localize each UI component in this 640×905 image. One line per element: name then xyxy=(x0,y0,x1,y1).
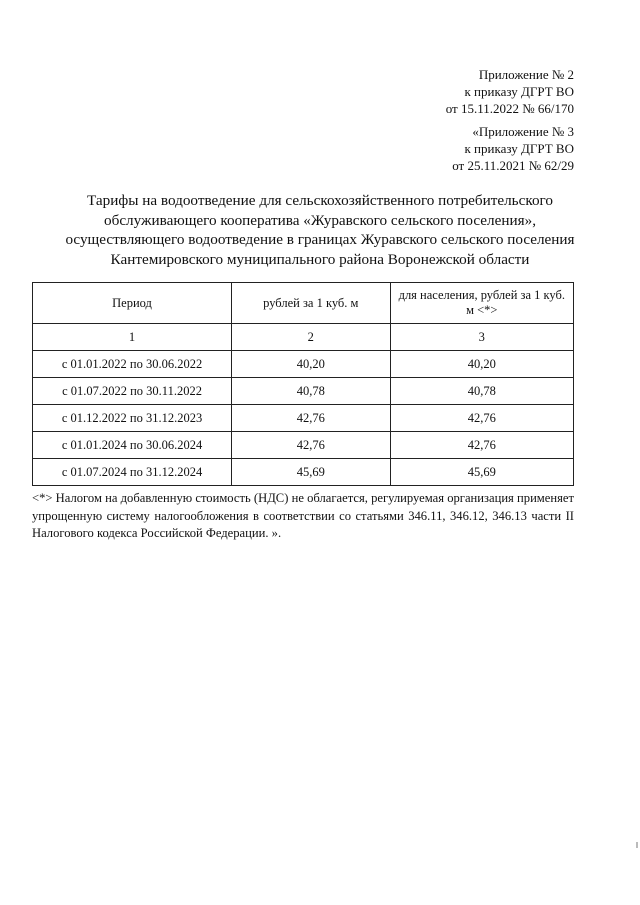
scan-artifact xyxy=(636,842,638,848)
header-rate: рублей за 1 куб. м xyxy=(232,283,391,324)
title-line: обслуживающего кооператива «Журавского сельского поселения», xyxy=(104,211,536,229)
appendix-number: «Приложение № 3 xyxy=(472,124,574,139)
rate-cell: 42,76 xyxy=(232,432,391,459)
tariff-table xyxy=(32,282,574,486)
population-rate-cell: 40,78 xyxy=(390,378,573,405)
header-population-rate: для населения, рублей за 1 куб. м <*> xyxy=(390,283,573,324)
column-number: 2 xyxy=(232,324,391,351)
table-row xyxy=(33,459,574,486)
vat-footnote: <*> Налогом на добавленную стоимость (НДС) не облагается, регулируемая организация применяет упрощенную систему налогообложения в соответствии со статьями 346.11, 346.12, 346.13 части II Налогового кодекса Российской Федерации. ». xyxy=(32,491,574,540)
table-header-row xyxy=(33,283,574,324)
table-row xyxy=(33,351,574,378)
column-number-row xyxy=(33,324,574,351)
rate-cell: 45,69 xyxy=(232,459,391,486)
column-number: 1 xyxy=(33,324,232,351)
appendix-order-reference: к приказу ДГРТ ВО xyxy=(464,84,574,99)
appendix-number: Приложение № 2 xyxy=(478,67,574,82)
population-rate-cell: 42,76 xyxy=(390,405,573,432)
table-row xyxy=(33,405,574,432)
rate-cell: 40,78 xyxy=(232,378,391,405)
appendix-order-date: от 25.11.2021 № 62/29 xyxy=(452,158,574,173)
table-row xyxy=(33,378,574,405)
period-cell: с 01.07.2024 по 31.12.2024 xyxy=(33,459,232,486)
appendix-order-reference: к приказу ДГРТ ВО xyxy=(464,141,574,156)
population-rate-cell: 40,20 xyxy=(390,351,573,378)
table-row xyxy=(33,432,574,459)
period-cell: с 01.01.2022 по 30.06.2022 xyxy=(33,351,232,378)
document-title xyxy=(30,191,610,269)
appendix-previous-header xyxy=(452,123,574,174)
rate-cell: 40,20 xyxy=(232,351,391,378)
title-line: Тарифы на водоотведение для сельскохозяйственного потребительского xyxy=(87,192,553,209)
column-number: 3 xyxy=(390,324,573,351)
population-rate-cell: 45,69 xyxy=(390,459,573,486)
appendix-current-header xyxy=(446,66,574,117)
title-line: осуществляющего водоотведение в границах Журавского сельского поселения xyxy=(65,231,575,249)
rate-cell: 42,76 xyxy=(232,405,391,432)
title-line: Кантемировского муниципального района Воронежской области xyxy=(110,250,530,268)
period-cell: с 01.07.2022 по 30.11.2022 xyxy=(33,378,232,405)
population-rate-cell: 42,76 xyxy=(390,432,573,459)
appendix-order-date: от 15.11.2022 № 66/170 xyxy=(445,101,574,116)
period-cell: с 01.01.2024 по 30.06.2024 xyxy=(33,432,232,459)
header-period: Период xyxy=(33,283,232,324)
period-cell: с 01.12.2022 по 31.12.2023 xyxy=(33,405,232,432)
